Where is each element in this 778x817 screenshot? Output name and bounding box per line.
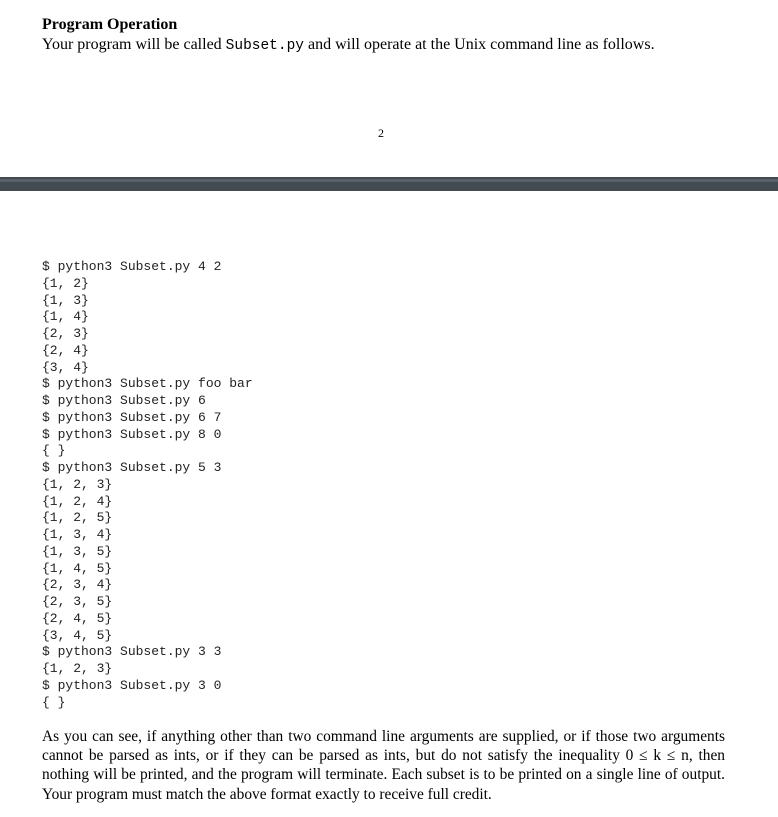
terminal-line: {2, 3, 4} xyxy=(42,577,113,593)
terminal-line: {2, 4, 5} xyxy=(42,610,113,626)
terminal-line: { } xyxy=(42,694,66,710)
terminal-line: {1, 2, 5} xyxy=(42,510,113,526)
terminal-line: $ python3 Subset.py 3 3 xyxy=(42,644,222,660)
terminal-transcript xyxy=(42,259,253,711)
terminal-line: {2, 3, 5} xyxy=(42,594,113,609)
terminal-line: {1, 4} xyxy=(42,309,89,325)
terminal-line: $ python3 Subset.py foo bar xyxy=(42,376,253,392)
page-number: 2 xyxy=(378,126,384,140)
terminal-line: {1, 2, 4} xyxy=(42,493,113,509)
terminal-line: {3, 4, 5} xyxy=(42,627,113,643)
terminal-line: {1, 3, 5} xyxy=(42,543,113,559)
terminal-line: $ python3 Subset.py 6 7 xyxy=(42,409,222,425)
terminal-line: {1, 2, 3} xyxy=(42,661,113,676)
intro-text-before: Your program will be called xyxy=(42,36,226,53)
terminal-line: {1, 4, 5} xyxy=(42,560,113,576)
terminal-line: {1, 2, 3} xyxy=(42,476,113,492)
terminal-line: $ python3 Subset.py 6 xyxy=(42,393,206,408)
intro-text-after: and will operate at the Unix command line as follows. xyxy=(304,36,655,53)
terminal-line: $ python3 Subset.py 5 3 xyxy=(42,460,222,475)
terminal-line: $ python3 Subset.py 3 0 xyxy=(42,677,222,693)
terminal-line: {2, 4} xyxy=(42,342,89,358)
page-separator xyxy=(0,177,778,191)
terminal-line: { } xyxy=(42,443,66,459)
terminal-line: {1, 3} xyxy=(42,292,89,308)
terminal-line: {2, 3} xyxy=(42,326,89,341)
terminal-line: $ python3 Subset.py 8 0 xyxy=(42,426,222,442)
terminal-line: {1, 2} xyxy=(42,275,89,291)
closing-paragraph: As you can see, if anything other than two command line arguments are supplied, or if those two arguments cannot be parsed as ints, or if they can be parsed as ints, but do not satisfy the inequality 0 ≤ k ≤ n, then nothing will be printed, and the program will terminate. Each subset is to be printed on a single line of output. Your program must match the above format exactly to receive full credit. xyxy=(42,728,725,803)
program-filename: Subset.py xyxy=(225,38,304,54)
page-separator-highlight xyxy=(0,179,778,182)
terminal-line: $ python3 Subset.py 4 2 xyxy=(42,259,222,274)
terminal-line: {3, 4} xyxy=(42,359,89,375)
section-heading: Program Operation xyxy=(42,16,178,33)
terminal-line: {1, 3, 4} xyxy=(42,527,113,542)
intro-paragraph xyxy=(42,35,655,56)
